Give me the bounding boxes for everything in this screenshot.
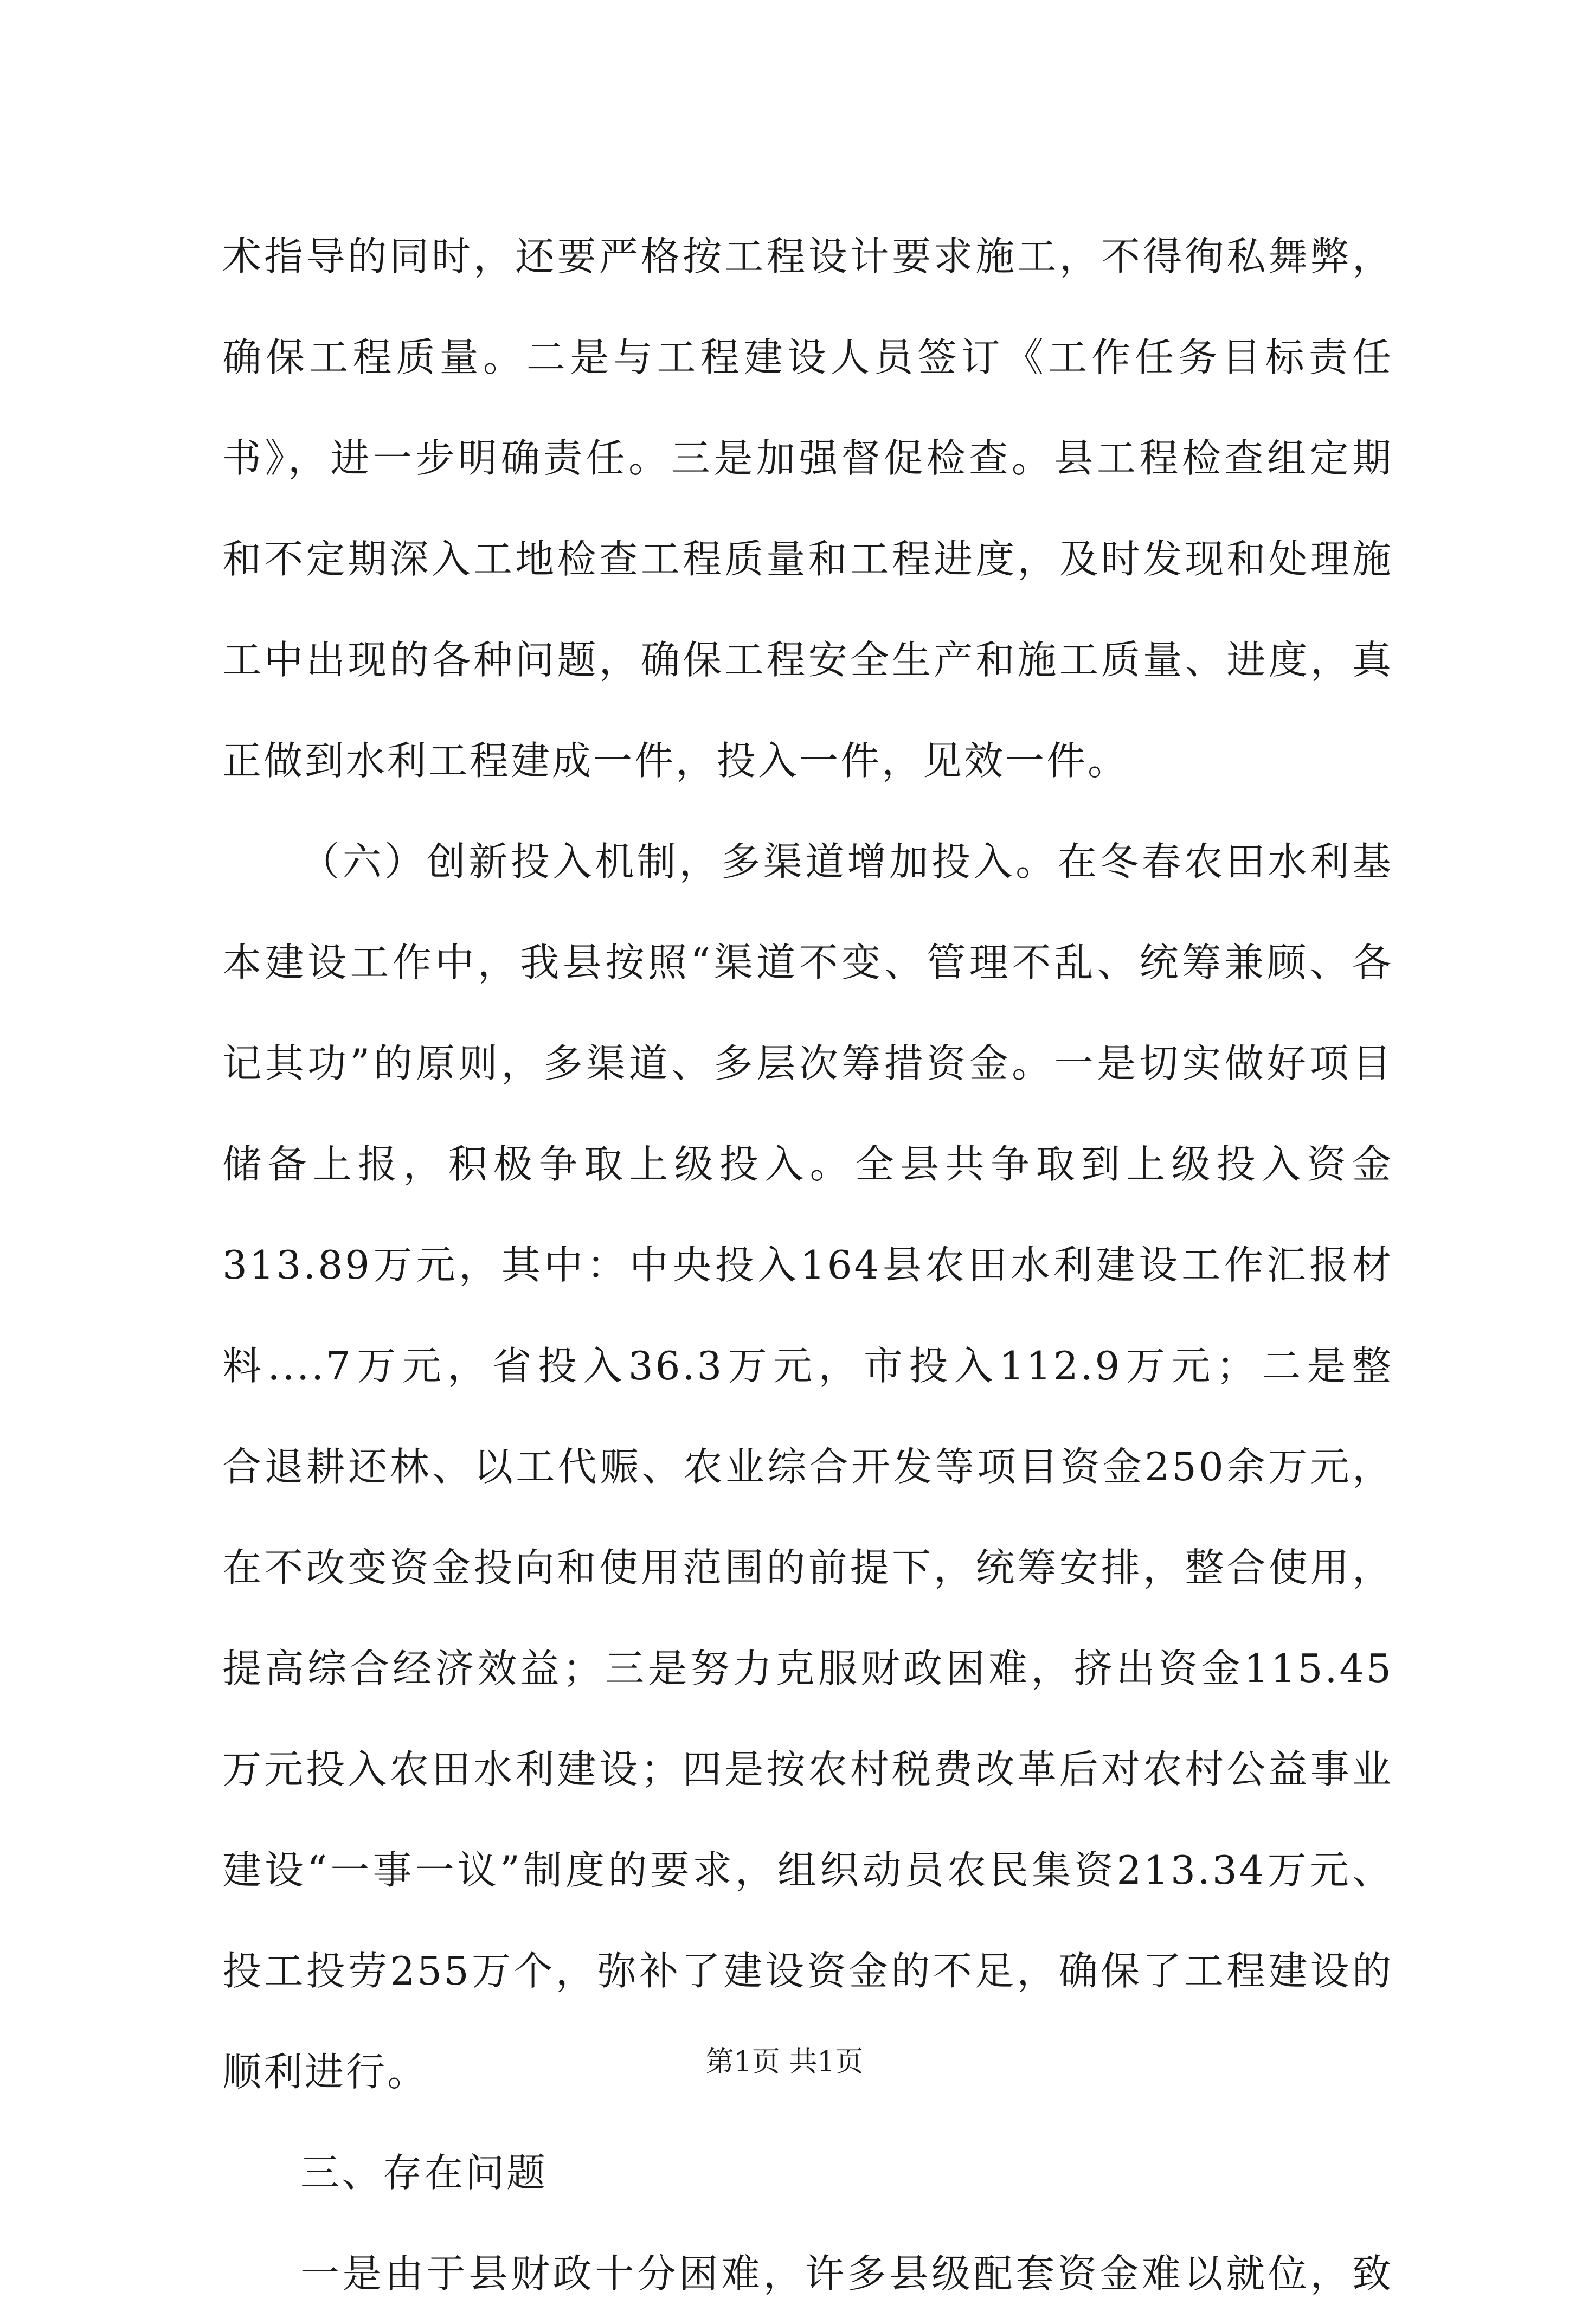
text-line-10: 储备上报，积极争取上级投入。全县共争取到上级投入资金: [222, 1141, 1393, 1187]
text-line-11: 313.89万元，其中：中央投入164县农田水利建设工作汇报材: [222, 1242, 1393, 1288]
text-line-14: 在不改变资金投向和使用范围的前提下，统筹安排，整合使用，: [222, 1545, 1393, 1590]
text-line-2: 确保工程质量。二是与工程建设人员签订《工作任务目标责任: [222, 335, 1393, 380]
section-heading: 三、存在问题: [300, 2150, 548, 2195]
text-line-18: 投工投劳255万个，弥补了建设资金的不足，确保了工程建设的: [222, 1948, 1393, 1994]
page-footer: 第1页 共1页: [705, 2046, 864, 2078]
body-text: [222, 206, 1393, 2324]
text-line-12: 料....7万元，省投入36.3万元，市投入112.9万元；二是整: [222, 1343, 1393, 1389]
text-line-21: 一是由于县财政十分困难，许多县级配套资金难以就位，致: [300, 2251, 1393, 2296]
text-line-8: 本建设工作中，我县按照“渠道不变、管理不乱、统筹兼顾、各: [222, 940, 1393, 985]
text-line-19: 顺利进行。: [222, 2049, 429, 2095]
text-line-1: 术指导的同时，还要严格按工程设计要求施工，不得徇私舞弊，: [222, 234, 1393, 279]
text-line-7: （六）创新投入机制，多渠道增加投入。在冬春农田水利基: [300, 839, 1393, 884]
text-line-15: 提高综合经济效益；三是努力克服财政困难，挤出资金115.45: [222, 1646, 1393, 1691]
text-line-5: 工中出现的各种问题，确保工程安全生产和施工质量、进度，真: [222, 637, 1393, 683]
text-line-9: 记其功”的原则，多渠道、多层次筹措资金。一是切实做好项目: [222, 1041, 1393, 1086]
text-line-6: 正做到水利工程建成一件，投入一件，见效一件。: [222, 738, 1129, 784]
text-line-16: 万元投入农田水利建设；四是按农村税费改革后对农村公益事业: [222, 1747, 1393, 1792]
text-line-17: 建设“一事一议”制度的要求，组织动员农民集资213.34万元、: [222, 1847, 1393, 1893]
text-line-13: 合退耕还林、以工代赈、农业综合开发等项目资金250余万元，: [222, 1444, 1393, 1490]
text-line-3: 书》，进一步明确责任。三是加强督促检查。县工程检查组定期: [222, 435, 1393, 481]
text-line-4: 和不定期深入工地检查工程质量和工程进度，及时发现和处理施: [222, 536, 1393, 582]
